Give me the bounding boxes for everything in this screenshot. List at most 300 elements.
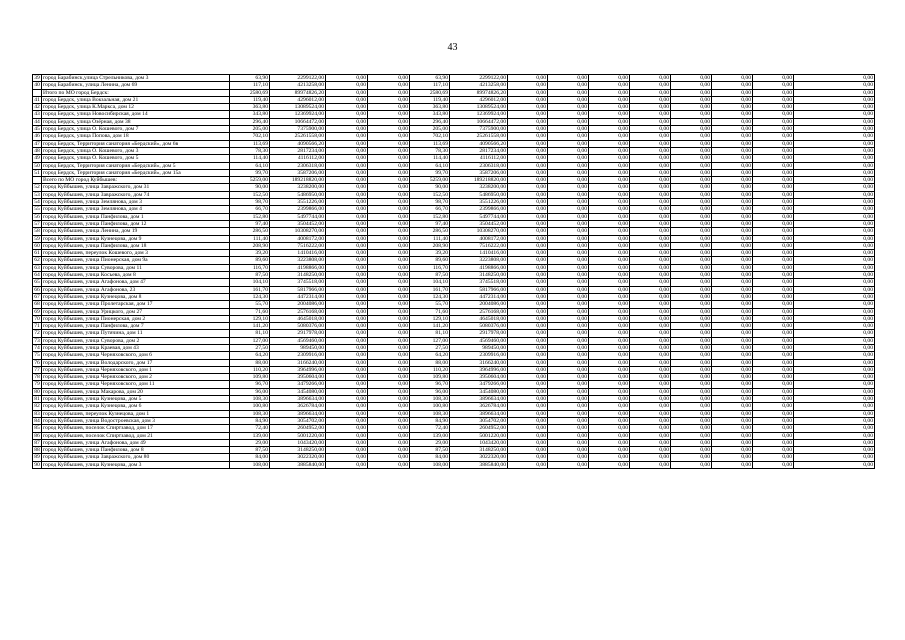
value-cell: 0,00: [671, 213, 712, 220]
value-cell: 3885840,00: [270, 461, 326, 468]
value-cell: 0,00: [794, 315, 875, 322]
value-cell: 0,00: [368, 184, 410, 191]
value-cell: 3626784,00: [450, 403, 508, 410]
value-cell: 0,00: [630, 461, 671, 468]
value-cell: 0,00: [548, 439, 589, 446]
value-cell: 0,00: [671, 220, 712, 227]
value-cell: 72,40: [230, 425, 270, 432]
value-cell: 189218820,00: [270, 177, 326, 184]
value-cell: 0,00: [712, 403, 753, 410]
value-cell: 0,00: [589, 184, 630, 191]
value-cell: 0,00: [671, 126, 712, 133]
value-cell: 0,00: [368, 162, 410, 169]
value-cell: 0,00: [326, 235, 368, 242]
value-cell: 3950604,00: [270, 374, 326, 381]
row-number-cell: 83: [34, 410, 40, 417]
value-cell: 0,00: [712, 118, 753, 125]
address-cell: город Куйбышев, поселок Спиртзавод, дом 17: [42, 425, 230, 432]
value-cell: 0,00: [508, 213, 548, 220]
value-cell: 0,00: [794, 220, 875, 227]
value-cell: 0,00: [630, 162, 671, 169]
value-cell: 0,00: [548, 140, 589, 147]
address-cell: город Куйбышев, улица Панфилова, дом 7: [42, 323, 230, 330]
value-cell: 0,00: [368, 155, 410, 162]
value-cell: 0,00: [326, 410, 368, 417]
value-cell: 0,00: [753, 352, 794, 359]
value-cell: 139,00: [230, 432, 270, 439]
value-cell: 0,00: [794, 439, 875, 446]
value-cell: 161,70: [410, 286, 450, 293]
value-cell: 286,50: [230, 228, 270, 235]
value-cell: 0,00: [368, 293, 410, 300]
value-cell: 0,00: [508, 330, 548, 337]
value-cell: 0,00: [508, 410, 548, 417]
value-cell: 0,00: [794, 425, 875, 432]
table-row: [33, 155, 875, 162]
row-number-cell: 46: [34, 133, 40, 140]
value-cell: 0,00: [630, 272, 671, 279]
value-cell: 0,00: [630, 447, 671, 454]
row-number-cell: 61: [34, 250, 40, 257]
value-cell: 0,00: [368, 147, 410, 154]
value-cell: 72,40: [410, 425, 450, 432]
value-cell: 2576168,00: [270, 308, 326, 315]
value-cell: 0,00: [326, 301, 368, 308]
value-cell: 0,00: [589, 82, 630, 89]
table-row: [33, 425, 875, 432]
row-number-cell: 71: [34, 323, 40, 330]
value-cell: 4213258,00: [450, 82, 508, 89]
value-cell: 0,00: [589, 330, 630, 337]
value-cell: 0,00: [548, 461, 589, 468]
row-number-cell: 66: [34, 286, 40, 293]
table-row: [33, 279, 875, 286]
value-cell: 0,00: [368, 461, 410, 468]
value-cell: 0,00: [589, 279, 630, 286]
value-cell: 0,00: [548, 213, 589, 220]
value-cell: 108,00: [230, 461, 270, 468]
row-number-cell: 52: [34, 184, 40, 191]
value-cell: 0,00: [712, 330, 753, 337]
value-cell: 108,00: [410, 461, 450, 468]
value-cell: 0,00: [548, 89, 589, 96]
value-cell: 152,50: [230, 191, 270, 198]
value-cell: 0,00: [712, 286, 753, 293]
value-cell: 0,00: [671, 82, 712, 89]
value-cell: 10308270,00: [450, 228, 508, 235]
value-cell: 4116112,00: [450, 155, 508, 162]
value-cell: 0,00: [753, 104, 794, 111]
row-number-cell: 50: [34, 162, 40, 169]
table-row: [33, 126, 875, 133]
value-cell: 0,00: [671, 191, 712, 198]
value-cell: 0,00: [712, 199, 753, 206]
value-cell: 0,00: [589, 75, 630, 82]
value-cell: 0,00: [671, 111, 712, 118]
value-cell: 343,80: [410, 111, 450, 118]
value-cell: 0,00: [712, 250, 753, 257]
value-cell: 0,00: [671, 330, 712, 337]
value-cell: 0,00: [508, 96, 548, 103]
value-cell: 3148250,00: [450, 447, 508, 454]
value-cell: 0,00: [671, 454, 712, 461]
value-cell: 0,00: [326, 323, 368, 330]
value-cell: 4090566,20: [450, 140, 508, 147]
value-cell: 0,00: [368, 191, 410, 198]
value-cell: 0,00: [630, 250, 671, 257]
value-cell: 89974826,20: [450, 89, 508, 96]
value-cell: 0,00: [589, 191, 630, 198]
address-cell: город Куйбышев, улица Кузнецова, дом 3: [42, 461, 230, 468]
value-cell: 55,70: [410, 301, 450, 308]
value-cell: 0,00: [589, 169, 630, 176]
address-cell: город Куйбышев, улица Кузнецова, дом 9: [42, 235, 230, 242]
value-cell: 0,00: [368, 396, 410, 403]
table-row: [33, 228, 875, 235]
value-cell: 0,00: [671, 403, 712, 410]
value-cell: 0,00: [589, 308, 630, 315]
value-cell: 127,00: [230, 337, 270, 344]
value-cell: 0,00: [671, 242, 712, 249]
table-row: [33, 177, 875, 184]
value-cell: 0,00: [508, 75, 548, 82]
value-cell: 0,00: [326, 82, 368, 89]
value-cell: 0,00: [326, 374, 368, 381]
value-cell: 0,00: [753, 330, 794, 337]
row-number-cell: 88: [34, 447, 40, 454]
value-cell: 0,00: [753, 140, 794, 147]
value-cell: 114,40: [410, 155, 450, 162]
value-cell: 129,10: [410, 315, 450, 322]
value-cell: 0,00: [548, 308, 589, 315]
value-cell: 0,00: [671, 439, 712, 446]
value-cell: 0,00: [508, 177, 548, 184]
value-cell: 0,00: [326, 264, 368, 271]
value-cell: 2306318,00: [450, 162, 508, 169]
value-cell: 0,00: [326, 250, 368, 257]
row-number-cell: 77: [34, 366, 40, 373]
value-cell: 0,00: [630, 89, 671, 96]
value-cell: 0,00: [589, 286, 630, 293]
value-cell: 5817966,00: [450, 286, 508, 293]
value-cell: 63,90: [410, 75, 450, 82]
value-cell: 0,00: [326, 272, 368, 279]
value-cell: 0,00: [671, 374, 712, 381]
value-cell: 0,00: [548, 352, 589, 359]
address-cell: город Бердск, улица О. Кошевого, дом 5: [42, 155, 230, 162]
value-cell: 0,00: [671, 337, 712, 344]
value-cell: 0,00: [548, 432, 589, 439]
value-cell: 1410416,00: [270, 250, 326, 257]
value-cell: 0,00: [326, 206, 368, 213]
value-cell: 0,00: [753, 257, 794, 264]
table-row: [33, 140, 875, 147]
value-cell: 117,10: [410, 82, 450, 89]
row-number-cell: 48: [34, 147, 40, 154]
value-cell: 0,00: [548, 177, 589, 184]
value-cell: 0,00: [508, 147, 548, 154]
value-cell: 81,10: [230, 330, 270, 337]
value-cell: 66,70: [410, 206, 450, 213]
value-cell: 3454080,00: [270, 388, 326, 395]
value-cell: 0,00: [548, 366, 589, 373]
value-cell: 66,70: [230, 206, 270, 213]
value-cell: 0,00: [794, 191, 875, 198]
value-cell: 98,70: [230, 199, 270, 206]
value-cell: 0,00: [630, 199, 671, 206]
value-cell: 0,00: [712, 140, 753, 147]
value-cell: 0,00: [368, 257, 410, 264]
value-cell: 0,00: [794, 344, 875, 351]
table-row: [33, 388, 875, 395]
value-cell: 0,00: [712, 301, 753, 308]
address-cell: Всего по МО город Куйбышев:: [42, 177, 230, 184]
address-cell: город Куйбышев, улица Агафонова, 23: [42, 286, 230, 293]
value-cell: 0,00: [794, 206, 875, 213]
value-cell: 0,00: [548, 126, 589, 133]
value-cell: 108,30: [410, 410, 450, 417]
value-cell: 110,20: [230, 366, 270, 373]
value-cell: 0,00: [326, 352, 368, 359]
value-cell: 0,00: [712, 111, 753, 118]
value-cell: 0,00: [326, 104, 368, 111]
value-cell: 0,00: [712, 323, 753, 330]
value-cell: 0,00: [508, 359, 548, 366]
value-cell: 3054702,00: [450, 417, 508, 424]
value-cell: 3148250,00: [270, 272, 326, 279]
value-cell: 0,00: [326, 417, 368, 424]
value-cell: 0,00: [589, 388, 630, 395]
value-cell: 0,00: [630, 344, 671, 351]
value-cell: 0,00: [630, 82, 671, 89]
value-cell: 0,00: [630, 177, 671, 184]
row-number-cell: 39: [34, 75, 40, 81]
value-cell: 0,00: [368, 242, 410, 249]
value-cell: 78,30: [410, 147, 450, 154]
table-row: [33, 235, 875, 242]
value-cell: 0,00: [630, 374, 671, 381]
value-cell: 0,00: [326, 439, 368, 446]
value-cell: 0,00: [753, 403, 794, 410]
value-cell: 0,00: [508, 155, 548, 162]
table-row: [33, 315, 875, 322]
address-cell: город Куйбышев, улица Панфилова, дом 18: [42, 242, 230, 249]
address-cell: город Бердск, улица О. Кошевого, дом 3: [42, 147, 230, 154]
value-cell: 0,00: [368, 89, 410, 96]
address-cell: город Куйбышев, улица Черняховского, дом 11: [42, 381, 230, 388]
value-cell: 0,00: [753, 155, 794, 162]
value-cell: 343,80: [230, 111, 270, 118]
value-cell: 4569460,00: [450, 337, 508, 344]
value-cell: 0,00: [368, 286, 410, 293]
value-cell: 0,00: [630, 220, 671, 227]
value-cell: 0,00: [794, 242, 875, 249]
table-row: [33, 410, 875, 417]
value-cell: 87,50: [410, 447, 450, 454]
value-cell: 296,40: [230, 118, 270, 125]
value-cell: 0,00: [671, 169, 712, 176]
value-cell: 0,00: [548, 396, 589, 403]
table-row: [33, 257, 875, 264]
value-cell: 0,00: [508, 403, 548, 410]
value-cell: 0,00: [368, 432, 410, 439]
value-cell: 89,60: [410, 257, 450, 264]
value-cell: 0,00: [548, 323, 589, 330]
value-cell: 363,80: [410, 104, 450, 111]
value-cell: 0,00: [589, 315, 630, 322]
value-cell: 114,40: [230, 155, 270, 162]
value-cell: 0,00: [671, 388, 712, 395]
value-cell: 0,00: [712, 439, 753, 446]
value-cell: 0,00: [589, 96, 630, 103]
value-cell: 78,30: [230, 147, 270, 154]
value-cell: 0,00: [753, 272, 794, 279]
value-cell: 0,00: [368, 366, 410, 373]
value-cell: 0,00: [326, 126, 368, 133]
row-number-cell: 57: [34, 220, 40, 227]
value-cell: 0,00: [368, 82, 410, 89]
address-cell: город Куйбышев, улица Панфилова, дом 12: [42, 220, 230, 227]
value-cell: 0,00: [712, 388, 753, 395]
value-cell: 0,00: [368, 352, 410, 359]
value-cell: 0,00: [326, 330, 368, 337]
table-row: [33, 344, 875, 351]
value-cell: 0,00: [548, 381, 589, 388]
value-cell: 0,00: [508, 199, 548, 206]
value-cell: 0,00: [368, 111, 410, 118]
row-number-cell: 73: [34, 337, 40, 344]
value-cell: 0,00: [589, 293, 630, 300]
value-cell: 0,00: [753, 75, 794, 82]
value-cell: 3964996,00: [270, 366, 326, 373]
value-cell: 0,00: [589, 213, 630, 220]
address-cell: город Куйбышев, улица Ленина, дом 19: [42, 228, 230, 235]
value-cell: 113,69: [230, 140, 270, 147]
value-cell: 0,00: [548, 286, 589, 293]
row-number-cell: 84: [34, 417, 40, 424]
value-cell: 0,00: [548, 111, 589, 118]
value-cell: 0,00: [548, 417, 589, 424]
value-cell: 0,00: [508, 388, 548, 395]
value-cell: 0,00: [630, 352, 671, 359]
value-cell: 100,80: [410, 403, 450, 410]
value-cell: 0,00: [548, 272, 589, 279]
value-cell: 0,00: [589, 432, 630, 439]
value-cell: 3148250,00: [450, 272, 508, 279]
value-cell: 5080376,00: [450, 323, 508, 330]
value-cell: 0,00: [508, 111, 548, 118]
address-cell: город Куйбышев, улица Завражского, дом 74: [42, 191, 230, 198]
value-cell: 3896634,00: [450, 410, 508, 417]
value-cell: 0,00: [794, 264, 875, 271]
value-cell: 0,00: [508, 89, 548, 96]
address-cell: город Куйбышев, улица Завражского, дом 31: [42, 184, 230, 191]
value-cell: 0,00: [508, 242, 548, 249]
value-cell: 3896634,00: [270, 410, 326, 417]
value-cell: 0,00: [508, 133, 548, 140]
value-cell: 0,00: [753, 447, 794, 454]
value-cell: 12369924,00: [450, 111, 508, 118]
table-row: [33, 366, 875, 373]
value-cell: 0,00: [671, 301, 712, 308]
address-cell: город Бердск, улица Попова, дом 18: [42, 133, 230, 140]
value-cell: 0,00: [712, 308, 753, 315]
value-cell: 87,50: [230, 447, 270, 454]
address-cell: город Куйбышев, улица Водостроевская, дом 3: [42, 417, 230, 424]
value-cell: 0,00: [630, 454, 671, 461]
value-cell: 81,10: [410, 330, 450, 337]
value-cell: 0,00: [794, 279, 875, 286]
value-cell: 0,00: [326, 228, 368, 235]
value-cell: 0,00: [589, 381, 630, 388]
value-cell: 0,00: [794, 89, 875, 96]
value-cell: 0,00: [368, 410, 410, 417]
value-cell: 3896634,00: [450, 396, 508, 403]
table-row: [33, 206, 875, 213]
address-cell: город Куйбышев, улица Агафонова, дом 49: [42, 439, 230, 446]
value-cell: 0,00: [326, 177, 368, 184]
value-cell: 989450,00: [270, 344, 326, 351]
value-cell: 0,00: [794, 366, 875, 373]
value-cell: 0,00: [368, 308, 410, 315]
value-cell: 0,00: [508, 286, 548, 293]
value-cell: 0,00: [508, 337, 548, 344]
address-cell: город Бердск, улица К.Маркса, дом 12: [42, 104, 230, 111]
address-cell: город Куйбышев, улица Землянова, дом 4: [42, 206, 230, 213]
row-number-cell: 59: [34, 235, 40, 242]
table-row: [33, 133, 875, 140]
value-cell: 0,00: [630, 381, 671, 388]
value-cell: 0,00: [671, 162, 712, 169]
table-row: [33, 184, 875, 191]
value-cell: 0,00: [671, 381, 712, 388]
value-cell: 99,70: [410, 169, 450, 176]
value-cell: 0,00: [671, 359, 712, 366]
value-cell: 0,00: [368, 213, 410, 220]
value-cell: 205,00: [410, 126, 450, 133]
value-cell: 0,00: [794, 133, 875, 140]
value-cell: 0,00: [630, 169, 671, 176]
value-cell: 4296012,00: [270, 96, 326, 103]
table-row: [33, 454, 875, 461]
value-cell: 0,00: [712, 133, 753, 140]
value-cell: 0,00: [589, 359, 630, 366]
value-cell: 97,40: [230, 220, 270, 227]
value-cell: 0,00: [326, 133, 368, 140]
value-cell: 161,70: [230, 286, 270, 293]
table-row: [33, 104, 875, 111]
value-cell: 0,00: [508, 344, 548, 351]
value-cell: 0,00: [671, 293, 712, 300]
value-cell: 0,00: [326, 381, 368, 388]
value-cell: 0,00: [712, 279, 753, 286]
row-number-cell: 80: [34, 388, 40, 395]
row-number-cell: 74: [34, 344, 40, 351]
value-cell: 0,00: [548, 133, 589, 140]
value-cell: 2399866,00: [450, 206, 508, 213]
row-number-cell: 44: [34, 118, 40, 125]
value-cell: 0,00: [753, 191, 794, 198]
value-cell: 5497744,00: [450, 213, 508, 220]
value-cell: 0,00: [326, 366, 368, 373]
value-cell: 0,00: [368, 439, 410, 446]
value-cell: 84,00: [410, 454, 450, 461]
value-cell: 2004086,00: [270, 301, 326, 308]
table-row: [33, 191, 875, 198]
value-cell: 0,00: [548, 337, 589, 344]
value-cell: 104,10: [410, 279, 450, 286]
value-cell: 0,00: [548, 374, 589, 381]
